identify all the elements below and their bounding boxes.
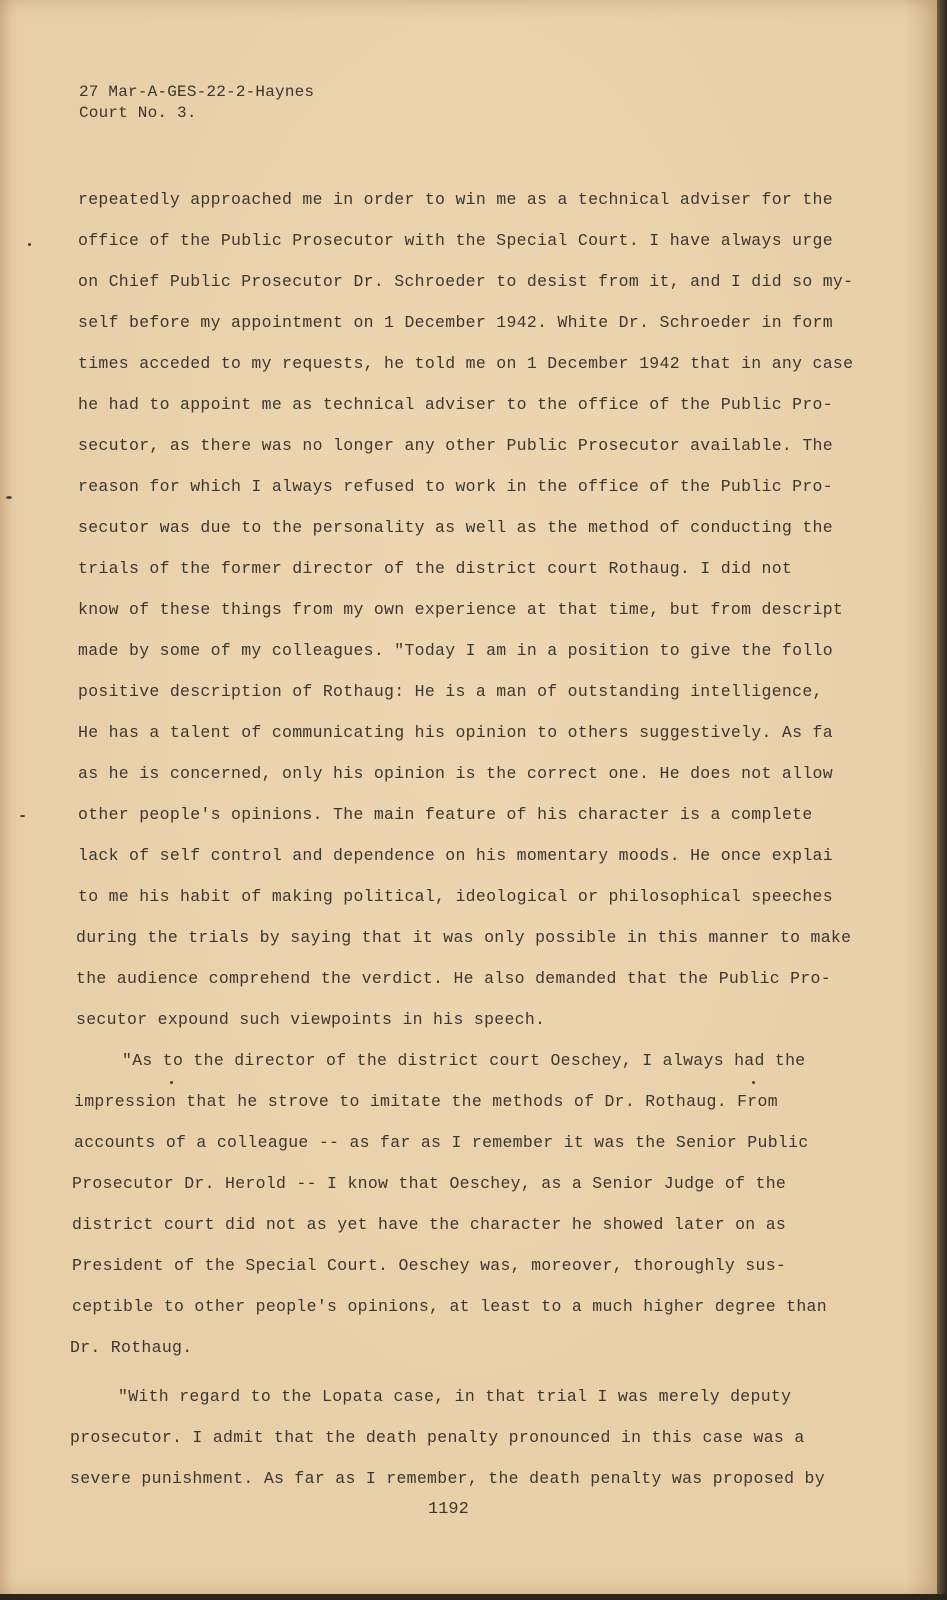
paper-speck — [28, 243, 31, 246]
paper-speck — [170, 1081, 173, 1084]
paper-speck — [6, 496, 12, 499]
text-line: severe punishment. As far as I remember, the death penalty was proposed by — [70, 1469, 825, 1488]
text-line: impression that he strove to imitate the methods of Dr. Rothaug. From — [74, 1092, 778, 1111]
text-line: to me his habit of making political, ideological or philosophical speeches — [78, 887, 833, 906]
text-line: secutor expound such viewpoints in his speech. — [76, 1010, 546, 1029]
text-line: on Chief Public Prosecutor Dr. Schroeder to desist from it, and I did so my- — [78, 272, 854, 291]
text-line: "With regard to the Lopata case, in that trial I was merely deputy — [118, 1387, 792, 1406]
text-line: know of these things from my own experience at that time, but from descript — [78, 600, 844, 619]
header-reference: 27 Mar-A-GES-22-2-Haynes — [79, 83, 315, 101]
text-line: repeatedly approached me in order to win me as a technical adviser for the — [78, 190, 833, 209]
text-line: the audience comprehend the verdict. He also demanded that the Public Pro- — [76, 969, 831, 988]
document-header — [79, 82, 314, 124]
text-line: President of the Special Court. Oeschey was, moreover, thoroughly sus- — [72, 1256, 787, 1275]
text-line: office of the Public Prosecutor with the Special Court. I have always urge — [78, 231, 833, 250]
text-line: secutor, as there was no longer any other Public Prosecutor available. The — [78, 436, 833, 455]
text-line: made by some of my colleagues. "Today I am in a position to give the follo — [78, 641, 833, 660]
paper-speck — [20, 815, 25, 817]
text-line: secutor was due to the personality as well as the method of conducting the — [78, 518, 833, 537]
scan-edge-right — [937, 0, 947, 1600]
text-line: reason for which I always refused to work in the office of the Public Pro- — [78, 477, 833, 496]
text-line: other people's opinions. The main feature of his character is a complete — [78, 805, 813, 824]
text-line: Prosecutor Dr. Herold -- I know that Oeschey, as a Senior Judge of the — [72, 1174, 787, 1193]
text-line: during the trials by saying that it was only possible in this manner to make — [76, 928, 852, 947]
text-line: prosecutor. I admit that the death penalty pronounced in this case was a — [70, 1428, 805, 1447]
text-line: positive description of Rothaug: He is a man of outstanding intelligence, — [78, 682, 823, 701]
text-line: he had to appoint me as technical adviser to the office of the Public Pro- — [78, 395, 833, 414]
text-line: lack of self control and dependence on his momentary moods. He once explai — [78, 846, 833, 865]
text-line: He has a talent of communicating his opinion to others suggestively. As fa — [78, 723, 833, 742]
text-line: district court did not as yet have the character he showed later on as — [72, 1215, 787, 1234]
text-line: "As to the director of the district court Oeschey, I always had the — [122, 1051, 806, 1070]
text-line: as he is concerned, only his opinion is the correct one. He does not allow — [78, 764, 833, 783]
text-line: times acceded to my requests, he told me on 1 December 1942 that in any case — [78, 354, 854, 373]
paper-speck — [752, 1081, 755, 1084]
text-line: accounts of a colleague -- as far as I remember it was the Senior Public — [74, 1133, 809, 1152]
text-line: self before my appointment on 1 December 1942. White Dr. Schroeder in form — [78, 313, 833, 332]
text-line: Dr. Rothaug. — [70, 1338, 193, 1357]
scan-edge-bottom — [0, 1594, 947, 1600]
header-court: Court No. 3. — [79, 104, 197, 122]
text-line: trials of the former director of the district court Rothaug. I did not — [78, 559, 793, 578]
page-number: 1192 — [428, 1500, 469, 1519]
text-line: ceptible to other people's opinions, at least to a much higher degree than — [72, 1297, 827, 1316]
